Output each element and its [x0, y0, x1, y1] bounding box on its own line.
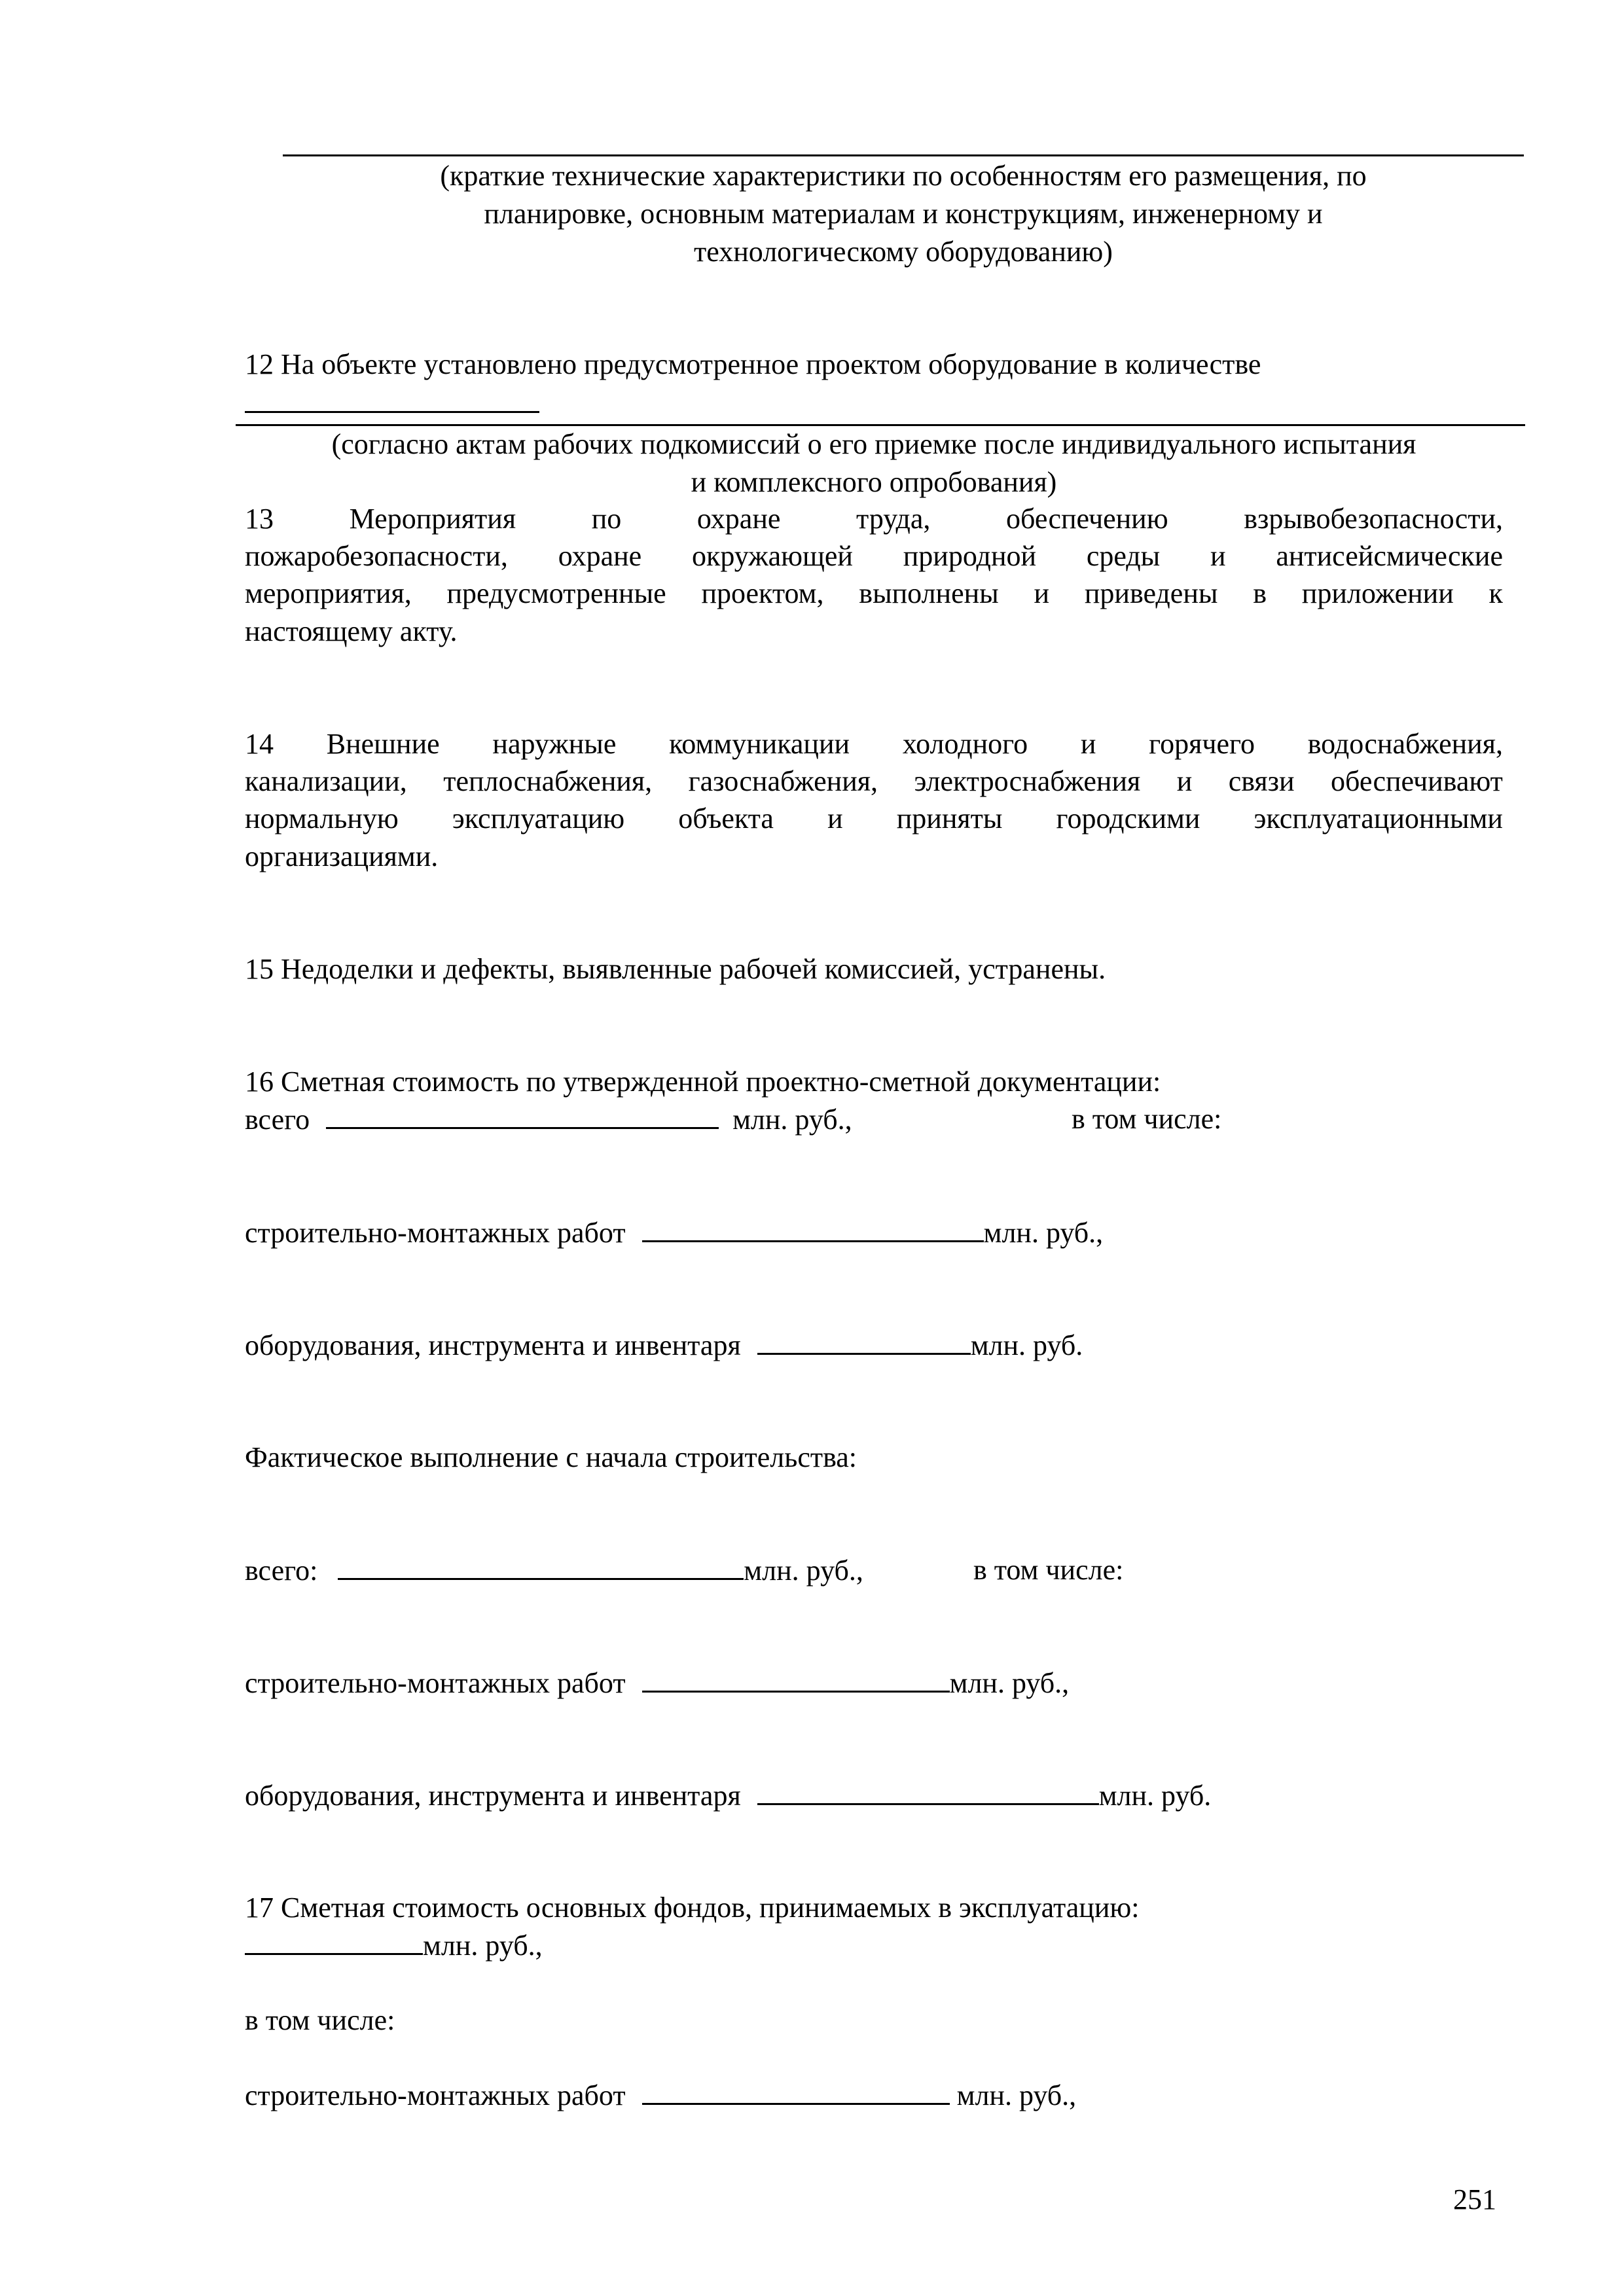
unit-label: млн. руб.,	[949, 1667, 1070, 1699]
word: и	[1080, 728, 1096, 760]
word: городскими	[1056, 802, 1200, 834]
word: труда,	[856, 503, 931, 535]
word: пожаробезопасности,	[245, 540, 508, 572]
total-label: всего	[245, 1103, 310, 1136]
actual-equipment-field[interactable]	[757, 1777, 1099, 1805]
equipment-estimate-field[interactable]	[757, 1327, 971, 1355]
word: и	[1034, 577, 1050, 609]
equipment-label: оборудования, инструмента и инвентаря	[245, 1780, 741, 1812]
word: предусмотренные	[446, 577, 666, 609]
word: наружные	[492, 728, 617, 760]
section17-total-row	[245, 1927, 543, 1964]
word: 14	[245, 728, 274, 760]
construction-estimate-field[interactable]	[642, 1214, 984, 1242]
section11-blank-line[interactable]	[283, 154, 1524, 156]
actual-including-label: в том числе:	[973, 1554, 1124, 1586]
unit-label: млн. руб.,	[744, 1554, 863, 1587]
section12-caption-line-2: и комплексного опробования)	[691, 466, 1057, 498]
section14-line-3	[245, 800, 1503, 837]
actual-total-row	[245, 1552, 863, 1589]
section11-caption-line-1: (краткие технические характеристики по особенностям его размещения, по	[440, 160, 1367, 192]
unit-label: млн. руб.,	[983, 1217, 1104, 1249]
section12-quantity-blank[interactable]	[245, 411, 539, 413]
word: и	[1210, 540, 1226, 572]
word: среды	[1086, 540, 1161, 572]
actual-equipment-row	[245, 1777, 1211, 1814]
word: обеспечению	[1006, 503, 1168, 535]
section13-line-3	[245, 575, 1503, 612]
equipment-label: оборудования, инструмента и инвентаря	[245, 1329, 741, 1361]
unit-label: млн. руб.	[1098, 1780, 1212, 1812]
word: теплоснабжения,	[443, 765, 653, 797]
word: электроснабжения	[914, 765, 1141, 797]
word: к	[1489, 577, 1503, 609]
word: антисейсмические	[1276, 540, 1503, 572]
section17-heading: 17 Сметная стоимость основных фондов, принимаемых в эксплуатацию:	[245, 1892, 1140, 1924]
section11-caption-line-3: технологическому оборудованию)	[694, 236, 1113, 268]
construction-label: строительно-монтажных работ	[245, 2079, 626, 2111]
word: окружающей	[691, 540, 853, 572]
section16-heading: 16 Сметная стоимость по утвержденной проектно-сметной документации:	[245, 1066, 1161, 1098]
word: Внешние	[326, 728, 440, 760]
word: выполнены	[859, 577, 999, 609]
section16-construction-row	[245, 1214, 1103, 1251]
actual-construction-row	[245, 1664, 1069, 1702]
actual-total-label: всего:	[245, 1554, 318, 1587]
section16-equipment-row	[245, 1327, 1083, 1364]
word: эксплуатацию	[452, 802, 625, 834]
section16-total-row	[245, 1101, 852, 1138]
word: обеспечивают	[1331, 765, 1503, 797]
total-estimate-field[interactable]	[326, 1101, 719, 1129]
word: в	[1253, 577, 1267, 609]
actual-total-field[interactable]	[338, 1552, 744, 1580]
section16-including-label: в том числе:	[1072, 1103, 1222, 1135]
unit-label: млн. руб.,	[423, 1929, 543, 1962]
word: по	[591, 503, 622, 535]
word: охране	[696, 503, 781, 535]
section14-line-4: организациями.	[245, 840, 439, 872]
construction-label: строительно-монтажных работ	[245, 1667, 626, 1699]
unit-label: млн. руб.	[970, 1329, 1083, 1361]
fixed-assets-estimate-field[interactable]	[245, 1927, 423, 1955]
word: 13	[245, 503, 274, 535]
word: газоснабжения,	[688, 765, 878, 797]
section13-line-4: настоящему акту.	[245, 615, 458, 647]
word: водоснабжения,	[1307, 728, 1503, 760]
section17-construction-row	[245, 2077, 1076, 2114]
word: коммуникации	[669, 728, 850, 760]
section13-line-1	[245, 501, 1503, 537]
fixed-assets-construction-field[interactable]	[642, 2077, 950, 2105]
section14-line-1	[245, 726, 1503, 762]
word: связи	[1228, 765, 1295, 797]
unit-label: млн. руб.,	[949, 2079, 1077, 2111]
section11-caption-line-2: планировке, основным материалам и конструкциям, инженерному и	[484, 198, 1323, 230]
word: горячего	[1149, 728, 1255, 760]
section13-line-2	[245, 538, 1503, 575]
word: Мероприятия	[349, 503, 516, 535]
word: холодного	[902, 728, 1028, 760]
page-number: 251	[1453, 2183, 1496, 2215]
word: природной	[903, 540, 1037, 572]
word: и	[827, 802, 843, 834]
word: охране	[558, 540, 642, 572]
word: приведены	[1084, 577, 1218, 609]
word: взрывобезопасности,	[1244, 503, 1503, 535]
actual-execution-heading: Фактическое выполнение с начала строительства:	[245, 1441, 857, 1473]
section17-including-label: в том числе:	[245, 2004, 395, 2036]
construction-label: строительно-монтажных работ	[245, 1217, 626, 1249]
unit-label: млн. руб.,	[732, 1103, 852, 1136]
word: мероприятия,	[245, 577, 412, 609]
section14-line-2	[245, 763, 1503, 800]
actual-construction-field[interactable]	[642, 1664, 950, 1693]
word: нормальную	[245, 802, 399, 834]
word: приняты	[896, 802, 1003, 834]
word: эксплуатационными	[1254, 802, 1503, 834]
word: объекта	[678, 802, 774, 834]
section15-text: 15 Недоделки и дефекты, выявленные рабочей комиссией, устранены.	[245, 953, 1106, 985]
word: и	[1176, 765, 1193, 797]
word: проектом,	[701, 577, 824, 609]
word: приложении	[1301, 577, 1454, 609]
word: канализации,	[245, 765, 407, 797]
section12-text: 12 На объекте установлено предусмотренное проектом оборудование в количестве	[245, 348, 1261, 380]
section12-caption-line-1: (согласно актам рабочих подкомиссий о его приемке после индивидуального испытания	[331, 428, 1416, 460]
